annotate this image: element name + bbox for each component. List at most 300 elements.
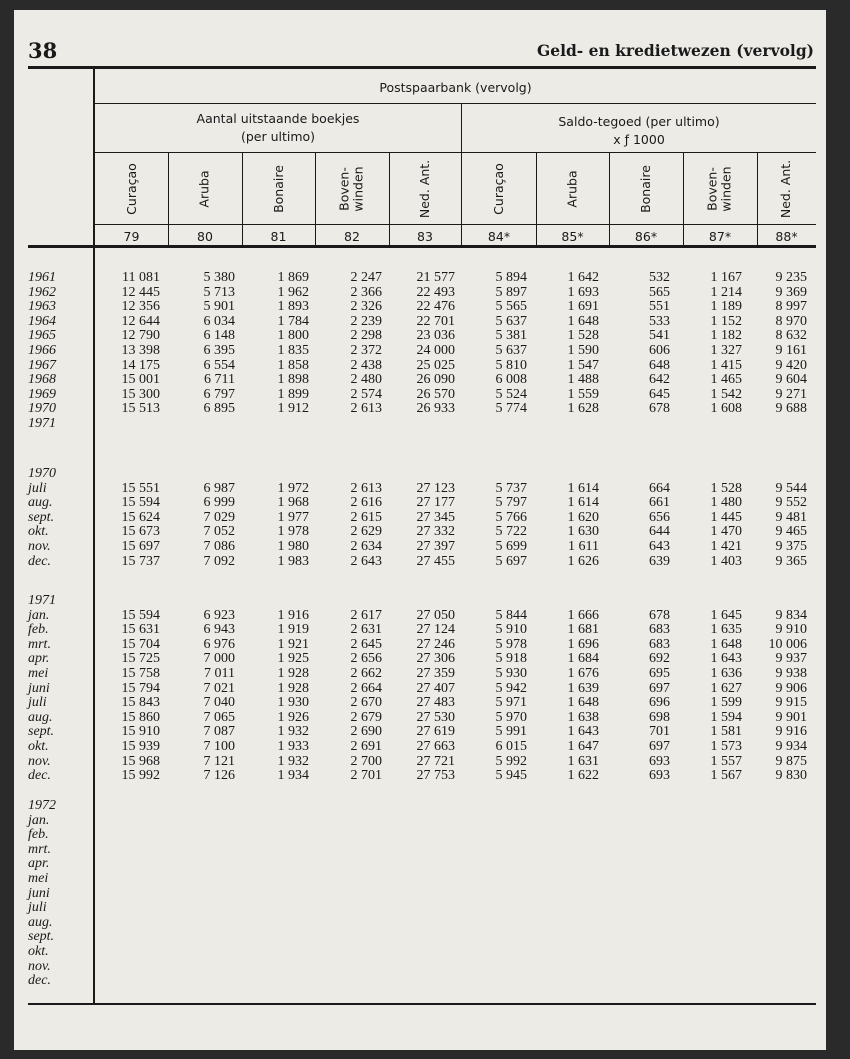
- table-cell: 6 554: [203, 357, 235, 373]
- table-cell: 12 445: [121, 284, 160, 300]
- table-cell: 701: [649, 724, 670, 740]
- table-cell: 1 980: [277, 539, 309, 554]
- table-cell: 1 638: [567, 709, 599, 725]
- table-cell: 15 737: [121, 553, 160, 569]
- running-title: Geld- en kredietwezen (vervolg): [536, 41, 814, 60]
- table-cell: 1 559: [567, 386, 599, 402]
- table-cell: 1 869: [277, 270, 309, 285]
- table-cell: 22 701: [416, 313, 455, 329]
- table-cell: 1 622: [567, 768, 599, 784]
- table-cell: 9 465: [775, 524, 807, 540]
- row-label: 1962: [28, 284, 56, 300]
- table-cell: 1 599: [710, 695, 742, 711]
- table-cell: 1 214: [710, 284, 742, 300]
- column-label-text: Bonaire: [270, 164, 286, 213]
- table-cell: 9 235: [775, 270, 807, 285]
- table-cell: 1 893: [277, 299, 309, 315]
- table-cell: 15 551: [121, 480, 160, 496]
- column-label: [536, 153, 609, 224]
- table-cell: 1 858: [277, 357, 309, 373]
- super-header: Postspaarbank (vervolg): [379, 80, 532, 95]
- table-cell: 9 688: [775, 401, 807, 417]
- table-cell: 643: [649, 539, 670, 554]
- table-cell: 5 910: [495, 622, 527, 638]
- table-cell: 1 626: [567, 553, 599, 569]
- table-cell: 27 332: [416, 524, 455, 540]
- row-label: dec.: [28, 553, 51, 569]
- table-cell: 7 052: [203, 524, 235, 540]
- table-cell: 9 481: [775, 509, 807, 525]
- table-cell: 1 930: [277, 695, 309, 711]
- table-cell: 15 594: [121, 495, 160, 511]
- table-cell: 6 987: [203, 480, 235, 496]
- table-cell: 1 465: [710, 372, 742, 388]
- table-cell: 5 637: [495, 313, 527, 329]
- table-cell: 1 415: [710, 357, 742, 373]
- table-cell: 27 246: [416, 636, 455, 652]
- table-cell: 6 711: [204, 372, 235, 388]
- table-cell: 1 696: [567, 636, 599, 652]
- row-label: mei: [28, 871, 49, 886]
- table-cell: 645: [649, 386, 670, 402]
- table-cell: 27 530: [416, 709, 455, 725]
- table-cell: 1 926: [277, 709, 309, 725]
- table-cell: 1 666: [567, 607, 599, 623]
- table-cell: 5 565: [495, 299, 527, 315]
- table-cell: 9 420: [775, 357, 807, 373]
- row-label: mrt.: [28, 636, 51, 652]
- table-cell: 695: [649, 666, 670, 681]
- table-cell: 1 898: [277, 372, 309, 388]
- table-cell: 1 573: [710, 739, 742, 754]
- table-cell: 1 648: [567, 695, 599, 711]
- table-cell: 1 932: [277, 753, 309, 769]
- table-cell: 9 369: [775, 284, 807, 300]
- table-cell: 1 445: [710, 509, 742, 525]
- column-label: [95, 153, 168, 224]
- table-cell: 1 972: [277, 480, 309, 496]
- column-label-text: Ned. Ant.: [417, 159, 432, 218]
- section-year-label: 1972: [28, 798, 56, 813]
- table-cell: 2 643: [350, 553, 382, 569]
- table-cell: 9 915: [775, 695, 807, 711]
- table-cell: 1 691: [567, 299, 599, 315]
- table-cell: 7 029: [203, 509, 235, 525]
- table-cell: 532: [649, 270, 670, 285]
- table-cell: 1 470: [710, 524, 742, 540]
- table-cell: 15 992: [121, 768, 160, 784]
- row-label: 1971: [28, 416, 56, 431]
- table-cell: 7 065: [203, 709, 235, 725]
- table-cell: 5 797: [495, 495, 527, 511]
- table-cell: 5 978: [495, 636, 527, 652]
- table-cell: 15 704: [121, 636, 160, 652]
- row-label: 1967: [28, 357, 56, 373]
- group-header-left: [95, 110, 461, 146]
- table-cell: 7 092: [203, 553, 235, 569]
- table-cell: 2 690: [350, 724, 382, 740]
- table-cell: 8 997: [775, 299, 807, 315]
- table-cell: 1 681: [567, 622, 599, 638]
- table-cell: 1 167: [710, 270, 742, 285]
- table-cell: 5 699: [495, 539, 527, 554]
- table-cell: 5 637: [495, 343, 527, 358]
- table-cell: 565: [649, 284, 670, 300]
- table-cell: 9 875: [775, 753, 807, 769]
- table-cell: 639: [649, 553, 670, 569]
- column-number: 87*: [708, 229, 732, 244]
- table-cell: 1 928: [277, 666, 309, 681]
- table-cell: 1 636: [710, 666, 742, 681]
- table-cell: 1 488: [567, 372, 599, 388]
- table-cell: 7 086: [203, 539, 235, 554]
- row-label: apr.: [28, 651, 50, 667]
- table-cell: 7 000: [203, 651, 235, 667]
- table-cell: 1 962: [277, 284, 309, 300]
- column-number: 79: [123, 229, 140, 244]
- table-cell: 2 574: [350, 386, 382, 402]
- column-label-text: Boven- winden: [704, 165, 734, 212]
- row-label: mei: [28, 666, 49, 681]
- row-label: juli: [28, 695, 47, 711]
- table-cell: 1 648: [567, 313, 599, 329]
- row-label: feb.: [28, 827, 49, 843]
- table-cell: 696: [649, 695, 670, 711]
- table-cell: 23 036: [416, 328, 455, 344]
- table-cell: 1 899: [277, 386, 309, 402]
- table-cell: 2 700: [350, 753, 382, 769]
- table-cell: 1 639: [567, 680, 599, 696]
- table-cell: 15 631: [121, 622, 160, 638]
- table-cell: 1 528: [710, 480, 742, 496]
- table-cell: 27 359: [416, 666, 455, 681]
- table-cell: 678: [649, 401, 670, 417]
- table-cell: 1 693: [567, 284, 599, 300]
- table-cell: 9 901: [775, 709, 807, 725]
- table-cell: 5 380: [203, 270, 235, 285]
- table-cell: 27 123: [416, 480, 455, 496]
- table-cell: 1 581: [710, 724, 742, 740]
- table-cell: 26 933: [416, 401, 455, 417]
- table-cell: 683: [649, 636, 670, 652]
- table-cell: 642: [649, 372, 670, 388]
- table-cell: 5 991: [495, 724, 527, 740]
- table-cell: 27 124: [416, 622, 455, 638]
- table-cell: 15 860: [121, 709, 160, 725]
- table-cell: 1 968: [277, 495, 309, 511]
- table-cell: 1 684: [567, 651, 599, 667]
- table-cell: 15 697: [121, 539, 160, 554]
- table-cell: 656: [649, 509, 670, 525]
- table-cell: 2 247: [350, 270, 382, 285]
- table-cell: 648: [649, 357, 670, 373]
- table-cell: 9 271: [775, 386, 807, 402]
- table-cell: 1 628: [567, 401, 599, 417]
- table-cell: 2 701: [350, 768, 382, 784]
- table-cell: 24 000: [416, 343, 455, 358]
- table-cell: 1 547: [567, 357, 599, 373]
- table-cell: 6 923: [203, 607, 235, 623]
- table-cell: 13 398: [121, 343, 160, 358]
- table-cell: 5 945: [495, 768, 527, 784]
- row-label: dec.: [28, 973, 51, 989]
- table-cell: 9 375: [775, 539, 807, 554]
- table-cell: 7 100: [203, 739, 235, 754]
- table-cell: 1 557: [710, 753, 742, 769]
- table-cell: 1 627: [710, 680, 742, 696]
- row-label: okt.: [28, 944, 49, 959]
- row-label: feb.: [28, 622, 49, 638]
- table-cell: 1 919: [277, 622, 309, 638]
- table-cell: 1 614: [567, 480, 599, 496]
- table-cell: 1 983: [277, 553, 309, 569]
- row-label: aug.: [28, 495, 53, 511]
- table-cell: 12 644: [121, 313, 160, 329]
- column-number: 81: [270, 229, 287, 244]
- table-cell: 27 306: [416, 651, 455, 667]
- table-cell: 14 175: [121, 357, 160, 373]
- row-label: nov.: [28, 753, 51, 769]
- table-cell: 1 567: [710, 768, 742, 784]
- row-label: 1963: [28, 299, 56, 315]
- row-label: 1970: [28, 401, 56, 417]
- table-cell: 1 645: [710, 607, 742, 623]
- table-cell: 6 895: [203, 401, 235, 417]
- table-cell: 1 611: [568, 539, 599, 554]
- table-cell: 661: [649, 495, 670, 511]
- column-label: [389, 153, 461, 224]
- column-label: [609, 153, 683, 224]
- table-cell: 5 774: [495, 401, 527, 417]
- table-bottom-rule: [28, 1003, 816, 1005]
- table-cell: 664: [649, 480, 670, 496]
- table-cell: 27 050: [416, 607, 455, 623]
- table-cell: 2 239: [350, 313, 382, 329]
- table-cell: 27 721: [416, 753, 455, 769]
- row-label: okt.: [28, 524, 49, 540]
- table-cell: 1 642: [567, 270, 599, 285]
- row-label: sept.: [28, 724, 55, 740]
- column-label-text: Curaçao: [123, 162, 139, 215]
- table-cell: 27 663: [416, 739, 455, 754]
- table-cell: 2 480: [350, 372, 382, 388]
- table-cell: 1 932: [277, 724, 309, 740]
- row-label: 1965: [28, 328, 56, 344]
- table-cell: 6 976: [203, 636, 235, 652]
- table-cell: 1 928: [277, 680, 309, 696]
- table-cell: 5 992: [495, 753, 527, 769]
- table-cell: 1 916: [277, 607, 309, 623]
- table-cell: 1 630: [567, 524, 599, 540]
- table-cell: 27 753: [416, 768, 455, 784]
- table-cell: 1 647: [567, 739, 599, 754]
- table-cell: 15 794: [121, 680, 160, 696]
- table-cell: 9 830: [775, 768, 807, 784]
- table-cell: 27 619: [416, 724, 455, 740]
- table-cell: 2 613: [350, 480, 382, 496]
- table-cell: 1 528: [567, 328, 599, 344]
- table-cell: 15 968: [121, 753, 160, 769]
- table-cell: 15 910: [121, 724, 160, 740]
- table-cell: 11 081: [122, 270, 160, 285]
- column-number: 80: [197, 229, 213, 244]
- column-number: 84*: [487, 229, 511, 244]
- column-label: [683, 153, 757, 224]
- table-cell: 2 634: [350, 539, 382, 554]
- table-cell: 9 934: [775, 739, 807, 754]
- table-cell: 7 040: [203, 695, 235, 711]
- table-cell: 2 613: [350, 401, 382, 417]
- table-cell: 27 483: [416, 695, 455, 711]
- table-cell: 15 513: [121, 401, 160, 417]
- group-header-right: [462, 113, 816, 149]
- table-cell: 1 590: [567, 343, 599, 358]
- table-cell: 9 834: [775, 607, 807, 623]
- table-cell: 9 916: [775, 724, 807, 740]
- table-cell: 2 679: [350, 709, 382, 725]
- table-cell: 1 676: [567, 666, 599, 681]
- row-label: 1968: [28, 372, 56, 388]
- table-cell: 1 189: [710, 299, 742, 315]
- table-cell: 2 366: [350, 284, 382, 300]
- table-cell: 2 691: [350, 739, 382, 754]
- row-label: aug.: [28, 709, 53, 725]
- row-label: juni: [28, 680, 50, 696]
- table-cell: 698: [649, 709, 670, 725]
- table-cell: 27 177: [416, 495, 455, 511]
- table-cell: 6 797: [203, 386, 235, 402]
- table-cell: 9 906: [775, 680, 807, 696]
- table-cell: 9 938: [775, 666, 807, 681]
- table-cell: 2 438: [350, 357, 382, 373]
- table-cell: 1 327: [710, 343, 742, 358]
- table-cell: 1 925: [277, 651, 309, 667]
- table-cell: 5 970: [495, 709, 527, 725]
- table-cell: 12 356: [121, 299, 160, 315]
- row-label: sept.: [28, 929, 55, 945]
- row-label: juni: [28, 885, 50, 901]
- table-cell: 9 365: [775, 553, 807, 569]
- table-cell: 697: [649, 680, 670, 696]
- table-cell: 697: [649, 739, 670, 754]
- table-cell: 7 011: [204, 666, 235, 681]
- table-cell: 2 662: [350, 666, 382, 681]
- table-cell: 1 978: [277, 524, 309, 540]
- column-label-text: Ned. Ant.: [778, 159, 794, 218]
- table-cell: 27 397: [416, 539, 455, 554]
- table-cell: 10 006: [768, 636, 807, 652]
- table-cell: 5 713: [203, 284, 235, 300]
- table-cell: 551: [649, 299, 670, 315]
- table-cell: 1 620: [567, 509, 599, 525]
- column-label-text: Aruba: [197, 169, 212, 208]
- table-cell: 2 629: [350, 524, 382, 540]
- row-label: jan.: [28, 607, 50, 623]
- table-cell: 15 939: [121, 739, 160, 754]
- table-cell: 6 008: [495, 372, 527, 388]
- table-cell: 5 894: [495, 270, 527, 285]
- row-label: nov.: [28, 958, 51, 974]
- column-number: 82: [344, 229, 360, 244]
- table-cell: 693: [649, 768, 670, 784]
- row-label: 1966: [28, 343, 56, 358]
- table-cell: 5 897: [495, 284, 527, 300]
- table-cell: 1 643: [710, 651, 742, 667]
- header-bottom-rule: [28, 245, 816, 248]
- table-cell: 678: [649, 607, 670, 623]
- column-label-text: Curaçao: [490, 162, 506, 215]
- row-label: sept.: [28, 509, 55, 525]
- column-label: [757, 153, 816, 224]
- table-cell: 9 161: [775, 343, 807, 358]
- row-label: 1964: [28, 313, 56, 329]
- table-cell: 1 542: [710, 386, 742, 402]
- column-label-text: Aruba: [564, 169, 580, 208]
- table-cell: 21 577: [416, 270, 455, 285]
- table-cell: 5 971: [495, 695, 527, 711]
- table-cell: 15 624: [121, 509, 160, 525]
- column-number: 83: [417, 229, 433, 244]
- table-cell: 692: [649, 651, 670, 667]
- row-label: juli: [28, 480, 47, 496]
- table-cell: 1 608: [710, 401, 742, 417]
- table-cell: 5 844: [495, 607, 527, 623]
- table-cell: 644: [649, 524, 670, 540]
- column-number: 86*: [634, 229, 658, 244]
- top-rule: [28, 66, 816, 69]
- table-cell: 2 617: [350, 607, 382, 623]
- table-cell: 693: [649, 753, 670, 769]
- table-cell: 6 943: [203, 622, 235, 638]
- table-cell: 1 835: [277, 343, 309, 358]
- table-cell: 25 025: [416, 357, 455, 373]
- table-cell: 27 345: [416, 509, 455, 525]
- table-cell: 1 594: [710, 709, 742, 725]
- page-number: 38: [28, 38, 58, 63]
- table-cell: 6 015: [495, 739, 527, 754]
- table-cell: 1 421: [710, 539, 742, 554]
- table-cell: 2 664: [350, 680, 382, 696]
- table-cell: 533: [649, 313, 670, 329]
- table-cell: 1 921: [277, 636, 309, 652]
- table-cell: 15 594: [121, 607, 160, 623]
- table-cell: 1 182: [710, 328, 742, 344]
- group-right-line-2: x ƒ 1000: [613, 132, 665, 147]
- number-row-rule: [95, 224, 816, 225]
- table-cell: 2 656: [350, 651, 382, 667]
- table-cell: 1 152: [710, 313, 742, 329]
- table-cell: 15 758: [121, 666, 160, 681]
- table-cell: 8 970: [775, 313, 807, 329]
- table-cell: 1 403: [710, 553, 742, 569]
- table-cell: 1 635: [710, 622, 742, 638]
- table-cell: 606: [649, 343, 670, 358]
- table-cell: 7 087: [203, 724, 235, 740]
- table-cell: 1 934: [277, 768, 309, 784]
- table-cell: 15 673: [121, 524, 160, 540]
- table-cell: 22 493: [416, 284, 455, 300]
- table-cell: 5 942: [495, 680, 527, 696]
- table-cell: 5 930: [495, 666, 527, 681]
- table-cell: 5 697: [495, 553, 527, 569]
- table-cell: 1 784: [277, 313, 309, 329]
- table-cell: 1 800: [277, 328, 309, 344]
- table-cell: 1 480: [710, 495, 742, 511]
- table-cell: 7 126: [203, 768, 235, 784]
- table-cell: 9 910: [775, 622, 807, 638]
- row-label: nov.: [28, 539, 51, 554]
- table-cell: 5 737: [495, 480, 527, 496]
